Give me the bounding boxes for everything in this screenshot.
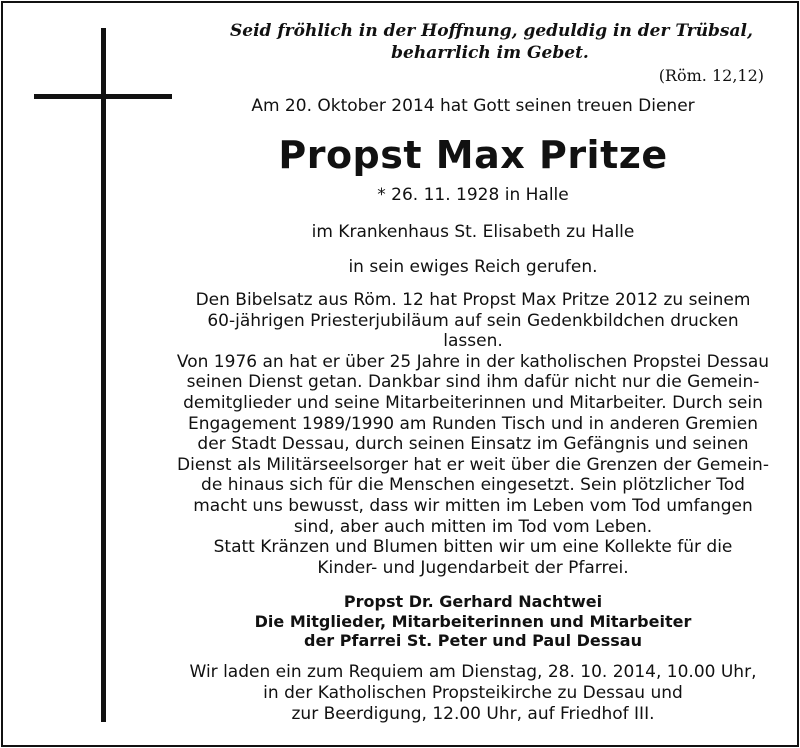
bible-verse-line: Seid fröhlich in der Hoffnung, geduldig in der Trübsal, — [230, 21, 753, 41]
tribute-line: Statt Kränzen und Blumen bitten wir um eine Kollekte für die — [213, 537, 733, 558]
tribute-line: sind, aber auch mitten im Tod vom Leben. — [293, 516, 653, 537]
death-place: im Krankenhaus St. Elisabeth zu Halle — [311, 222, 635, 242]
tribute-line: de hinaus sich für die Menschen eingesetzt. Sein plötzlicher Tod — [201, 475, 745, 496]
tribute-line: der Stadt Dessau, durch seinen Einsatz im Gefängnis und seinen — [197, 434, 749, 455]
tribute-line: Engagement 1989/1990 am Runden Tisch und in anderen Gremien — [188, 413, 758, 434]
funeral-invitation — [168, 662, 778, 724]
tribute-line: seinen Dienst getan. Dankbar sind ihm dafür nicht nur die Gemein- — [186, 372, 760, 393]
tribute-line: demitglieder und seine Mitarbeiterinnen und Mitarbeiter. Durch sein — [183, 392, 763, 413]
announcement-intro: Am 20. Oktober 2014 hat Gott seinen treuen Diener — [251, 96, 695, 116]
tribute-line: Dienst als Militärseelsorger hat er weit über die Grenzen der Gemein- — [177, 454, 769, 475]
signer-line: Die Mitglieder, Mitarbeiterinnen und Mitarbeiter — [254, 611, 692, 631]
invitation-line: zur Beerdigung, 12.00 Uhr, auf Friedhof III. — [291, 703, 655, 724]
signers-block — [168, 592, 778, 651]
bible-verse-line: beharrlich im Gebet. — [391, 43, 589, 63]
deceased-name: Propst Max Pritze — [278, 133, 668, 177]
signer-line: Propst Dr. Gerhard Nachtwei — [343, 592, 603, 611]
called-home-line: in sein ewiges Reich gerufen. — [348, 257, 598, 277]
bible-verse — [230, 20, 753, 64]
tribute-line: Den Bibelsatz aus Röm. 12 hat Propst Max Pritze 2012 zu seinem — [195, 290, 751, 310]
tribute-text — [168, 290, 778, 578]
bible-reference: (Röm. 12,12) — [658, 66, 764, 85]
tribute-line: 60-jährigen Priesterjubiläum auf sein Gedenkbildchen drucken — [207, 310, 739, 331]
tribute-line: Kinder- und Jugendarbeit der Pfarrei. — [317, 557, 629, 578]
tribute-line: macht uns bewusst, dass wir mitten im Leben vom Tod umfangen — [193, 495, 753, 516]
invitation-line: Wir laden ein zum Requiem am Dienstag, 28. 10. 2014, 10.00 Uhr, — [189, 662, 757, 682]
invitation-line: in der Katholischen Propsteikirche zu Dessau und — [263, 682, 683, 703]
cross-vertical-bar — [101, 28, 106, 722]
tribute-line: lassen. — [443, 331, 503, 352]
birth-date: * 26. 11. 1928 in Halle — [377, 185, 569, 205]
tribute-line: Von 1976 an hat er über 25 Jahre in der katholischen Propstei Dessau — [176, 351, 770, 372]
signer-line: der Pfarrei St. Peter und Paul Dessau — [303, 631, 642, 650]
cross-horizontal-bar — [34, 94, 172, 99]
